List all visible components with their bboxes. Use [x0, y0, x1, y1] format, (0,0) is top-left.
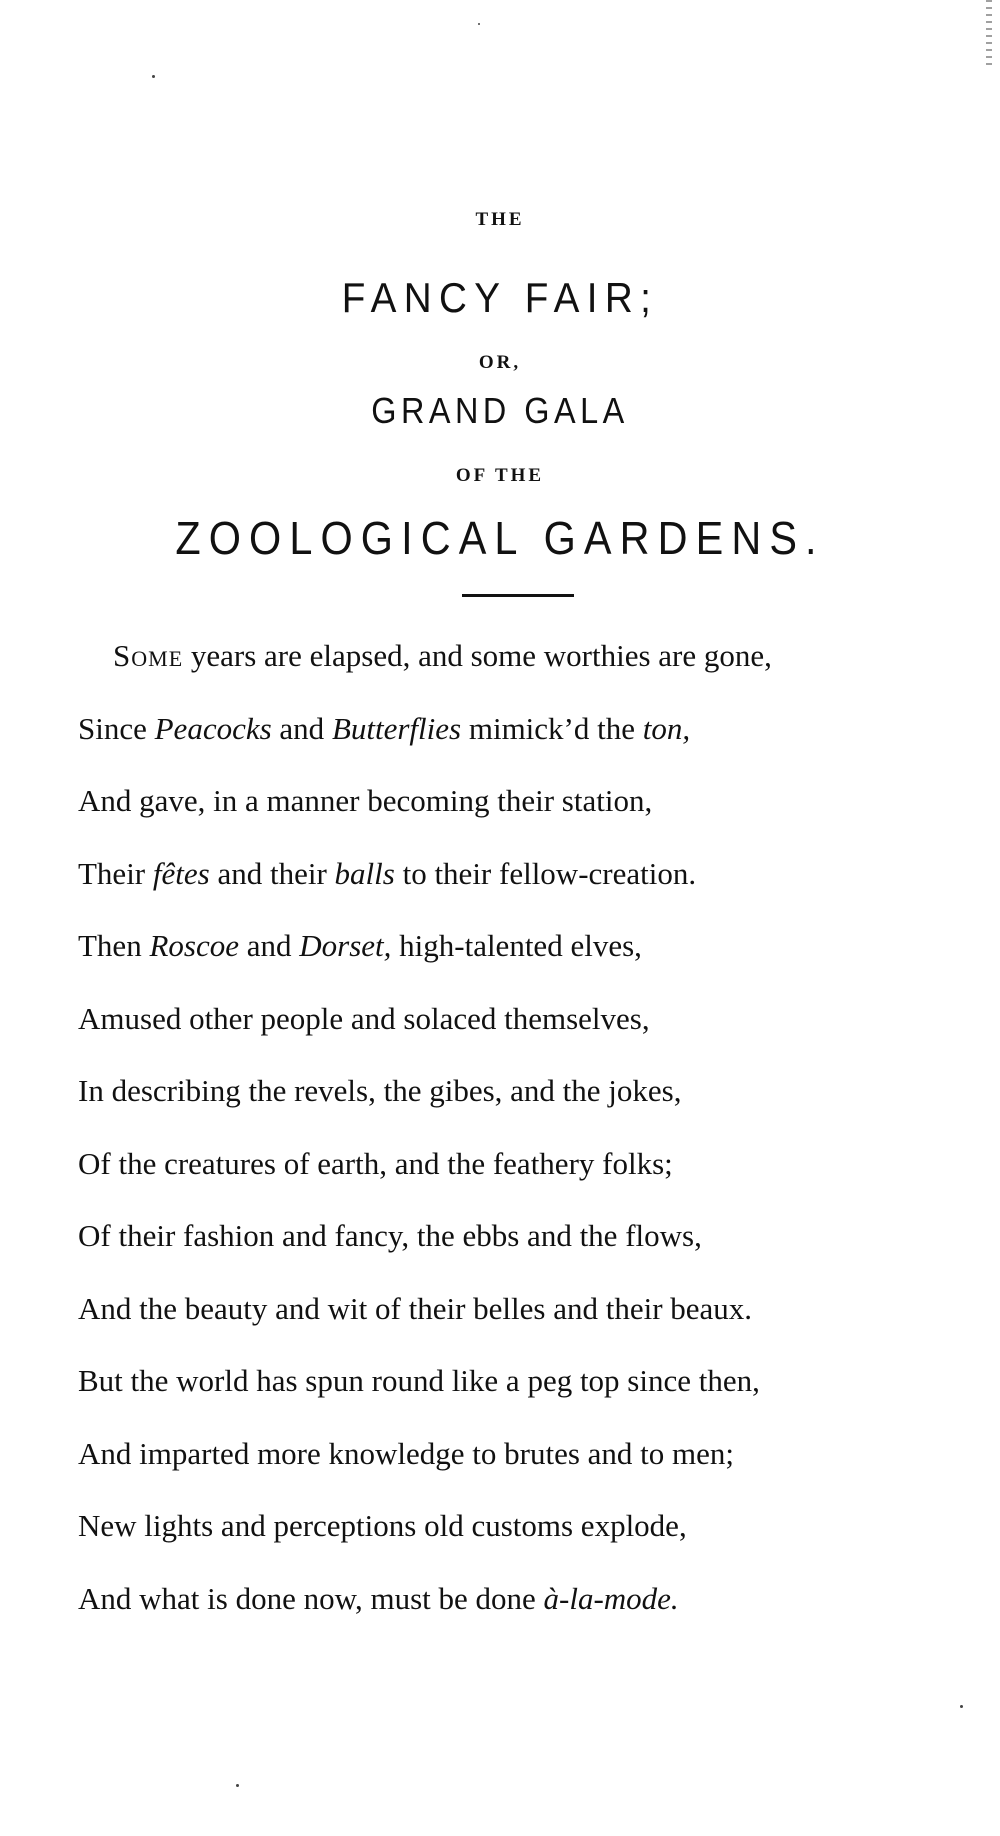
italic-phrase: Dorset,	[299, 928, 392, 963]
poem-line	[78, 1145, 673, 1181]
poem-line	[78, 930, 642, 961]
line-text: Then	[78, 928, 150, 963]
line-text: Of the creatures of earth, and the feathery folks;	[78, 1145, 673, 1181]
poem-line	[78, 1290, 753, 1326]
poem-line	[113, 640, 772, 671]
ink-speck	[236, 1784, 239, 1787]
line-text: to their fellow-creation.	[394, 855, 697, 891]
line-text: Some	[113, 638, 184, 673]
line-text: And the beauty and wit of their belles and their beaux.	[78, 1290, 753, 1326]
ink-speck	[960, 1705, 963, 1708]
poem-line	[78, 1075, 681, 1106]
ink-speck	[478, 23, 480, 25]
title-zoological-gardens: ZOOLOGICAL GARDENS.	[175, 512, 825, 564]
line-text: And what is done now, must be done	[78, 1580, 544, 1616]
poem-line	[78, 1580, 679, 1616]
title-fancy-fair: FANCY FAIR;	[341, 274, 659, 321]
line-text: But the world has spun round like a peg top since then,	[78, 1363, 760, 1398]
italic-phrase: fêtes	[152, 855, 210, 891]
poem-line	[78, 855, 697, 891]
line-text: Of their fashion and fancy, the ebbs and the flows,	[78, 1218, 702, 1253]
poem-line	[78, 710, 691, 746]
italic-phrase: ton,	[642, 710, 691, 746]
line-text: years are elapsed, and some worthies are gone,	[183, 638, 772, 673]
line-text: and	[238, 928, 300, 963]
title-rule	[462, 594, 574, 597]
line-text: New lights and perceptions old customs explode,	[78, 1508, 687, 1543]
italic-phrase: Roscoe	[149, 928, 239, 963]
poem-line	[78, 785, 652, 816]
line-text: Their	[78, 855, 153, 891]
heading-the: THE	[475, 209, 525, 230]
poem-line	[78, 1365, 760, 1396]
line-text: high-talented elves,	[391, 928, 642, 963]
poem-line	[78, 1435, 735, 1471]
line-text: And imparted more knowledge to brutes and to men;	[78, 1435, 735, 1471]
heading-of-the: OF THE	[455, 465, 545, 486]
line-text: mimick’d the	[461, 710, 643, 746]
line-text: Since	[78, 710, 155, 746]
line-text: Amused other people and solaced themselves,	[78, 1000, 650, 1036]
page-edge-mark	[986, 0, 992, 70]
poem-line	[78, 1510, 687, 1541]
italic-phrase: balls	[334, 855, 395, 891]
line-text: In describing the revels, the gibes, and the jokes,	[78, 1073, 682, 1108]
ink-speck	[152, 75, 155, 78]
italic-phrase: Butterflies	[331, 710, 462, 746]
line-text: and their	[209, 855, 335, 891]
poem-line	[78, 1220, 702, 1251]
title-grand-gala: GRAND GALA	[371, 390, 629, 431]
line-text: and	[271, 710, 332, 746]
poem-line	[78, 1000, 650, 1036]
line-text: And gave, in a manner becoming their station,	[78, 783, 653, 818]
heading-or: OR,	[478, 352, 522, 373]
italic-phrase: à-la-mode.	[543, 1580, 679, 1616]
italic-phrase: Peacocks	[154, 710, 272, 746]
